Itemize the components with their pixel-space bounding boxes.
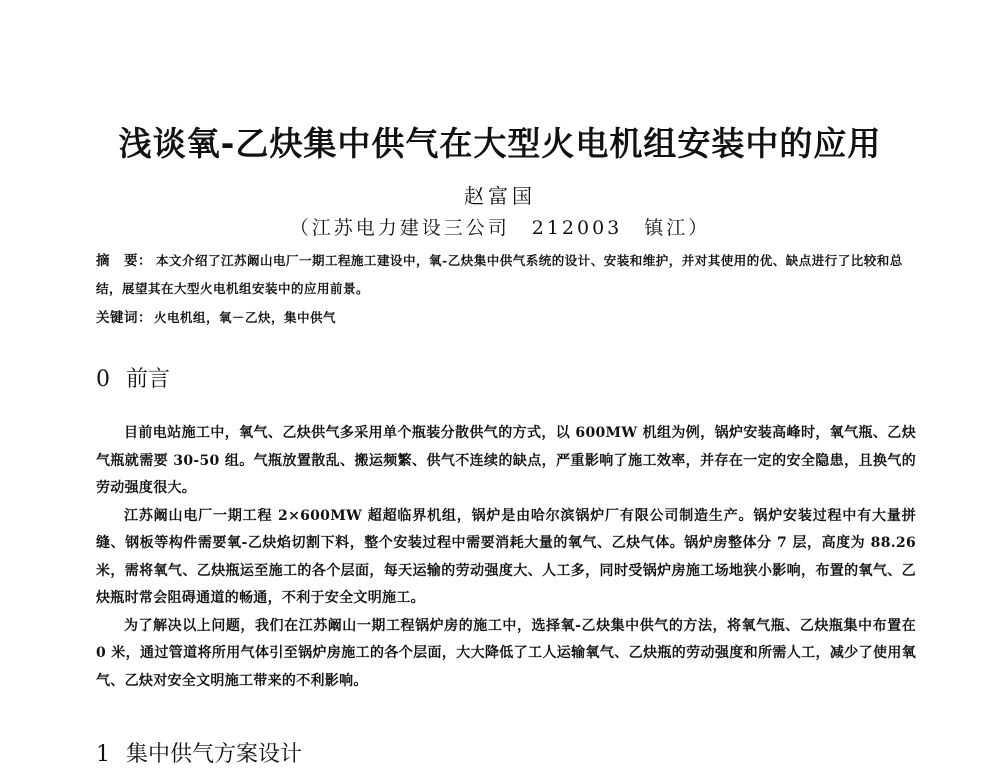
section-title: 集中供气方案设计 [126, 742, 303, 767]
keywords-text: 火电机组，氧－乙炔，集中供气 [154, 310, 337, 325]
body-paragraph: 江苏阚山电厂一期工程 2×600MW 超超临界机组，锅炉是由哈尔滨锅炉厂有限公司制造生产。锅炉安装过程中有大量拼缝、钢板等构件需要氧-乙炔焰切割下料，整个安装过程中需要消耗大量的氧气、乙炔气体。锅炉房整体分 7 层，高度为 88.26 米，需将氧气、乙炔瓶运至施工的各个层面，每天运输的劳动强度大、人工多，同时受锅炉房施工场地狭小影响，布置的氧气、乙炔瓶时常会阻碍通道的畅通，不利于安全文明施工。 [96, 507, 916, 606]
body-paragraph: 为了解决以上问题，我们在江苏阚山一期工程锅炉房的施工中，选择氧-乙炔集中供气的方法，将氧气瓶、乙炔瓶集中布置在 0 米，通过管道将所用气体引至锅炉房施工的各个层面，大大降低了工人运输氧气、乙炔瓶的劳动强度和所需人工，减少了使用氧气、乙炔对安全文明施工带来的不利影响。 [96, 617, 916, 689]
abstract-text: 本文介绍了江苏阚山电厂一期工程施工建设中，氧-乙炔集中供气系统的设计、安装和维护，并对其使用的优、缺点进行了比较和总结，展望其在大型火电机组安装中的应用前景。 [96, 253, 903, 296]
section-0-body [96, 420, 916, 695]
body-paragraph: 目前电站施工中，氧气、乙炔供气多采用单个瓶装分散供气的方式，以 600MW 机组为例，锅炉安装高峰时，氧气瓶、乙炔气瓶就需要 30-50 组。气瓶放置散乱、搬运频繁、供气不连续的缺点，严重影响了施工效率，并存在一定的安全隐患，且换气的劳动强度很大。 [96, 425, 916, 496]
author-affiliation: （江苏电力建设三公司 212003 镇江） [289, 217, 711, 239]
author-name: 赵富国 [464, 184, 536, 208]
keywords-label: 关键词： [96, 310, 152, 326]
paper-title: 浅谈氧-乙炔集中供气在大型火电机组安装中的应用 [118, 124, 882, 163]
abstract-label: 摘 要： [96, 253, 152, 269]
keywords [96, 304, 916, 332]
section-number: 0 [96, 367, 110, 392]
abstract [96, 247, 916, 302]
section-heading-1 [96, 737, 302, 768]
section-title: 前言 [126, 367, 171, 392]
section-heading-0 [96, 362, 170, 393]
section-number: 1 [96, 742, 110, 767]
